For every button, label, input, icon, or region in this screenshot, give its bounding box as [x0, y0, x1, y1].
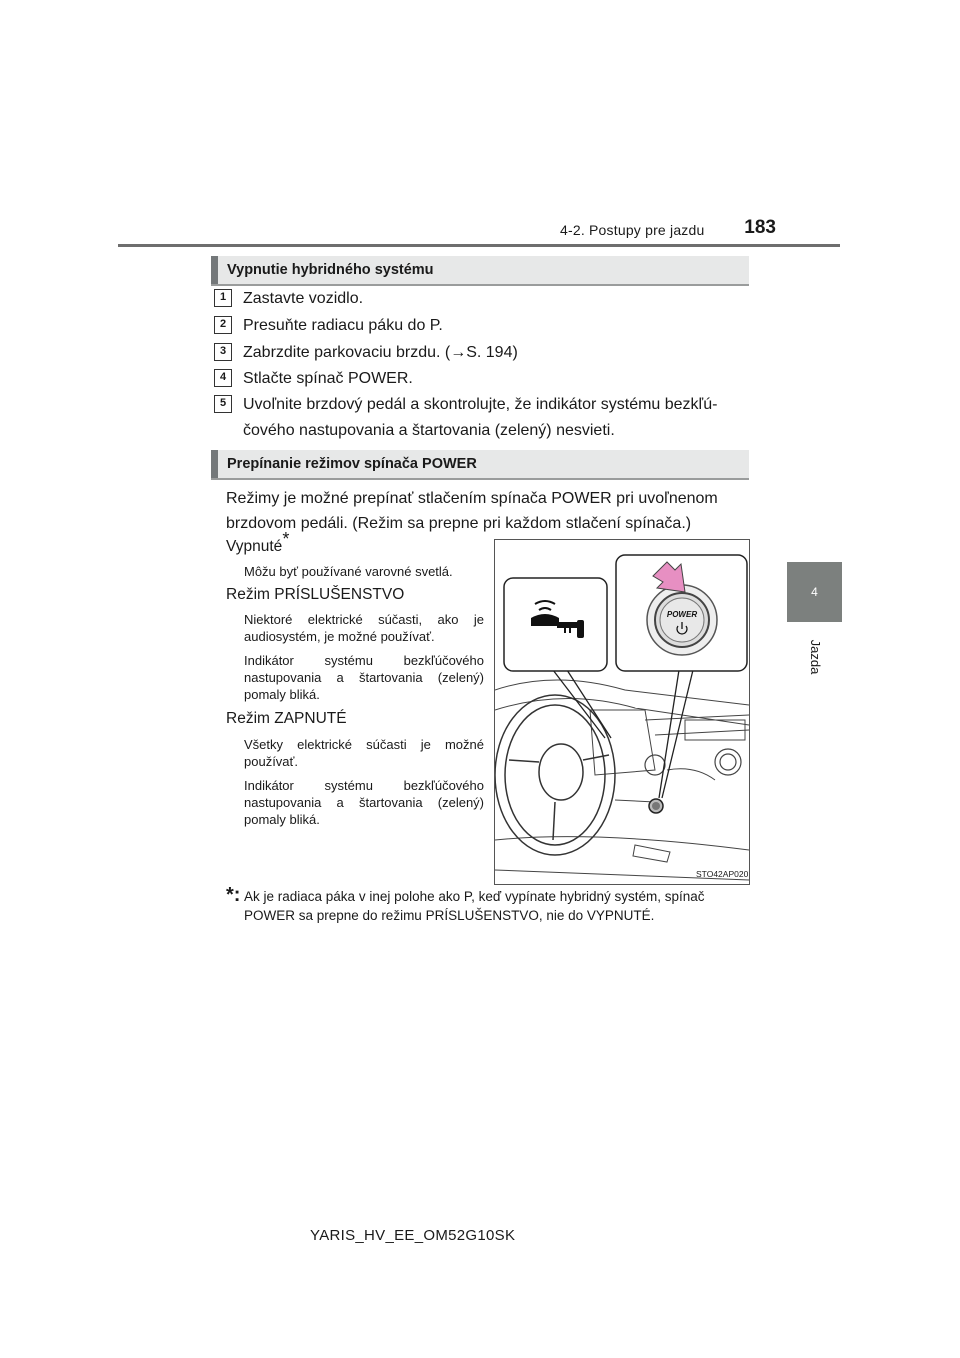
mode-off-desc: Môžu byť používané varovné svetlá.	[244, 564, 453, 579]
step-number: 1	[214, 289, 232, 307]
footnote-text: Ak je radiaca páka v inej polohe ako P, keď vypínate hybridný systém, spínač POWER sa prepne do režimu PRÍSLUŠENSTVO, nie do VYPNUTÉ.	[244, 889, 705, 923]
mode-on-desc-1: Všetky elektrické súčasti je možné používať.	[244, 737, 484, 769]
mode-title-text: Vypnuté	[226, 538, 283, 555]
mode-on-desc-2: Indikátor systému bezkľúčového nastupovania a štartovania (zelený) pomaly bliká.	[244, 778, 484, 827]
step-number: 5	[214, 395, 232, 413]
running-header-section: 4-2. Postupy pre jazdu	[560, 222, 705, 238]
section-title: Vypnutie hybridného systému	[227, 262, 434, 278]
footnote-marker: *	[282, 528, 290, 549]
mode-acc-desc-1: Niektoré elektrické súčasti, ako je audiosystém, je možné používať.	[244, 612, 484, 644]
dashboard-illustration	[495, 540, 749, 884]
figure-code: STO42AP020	[696, 869, 749, 879]
section-title: Prepínanie režimov spínača POWER	[227, 456, 477, 472]
figure-power-switch	[494, 539, 750, 885]
section-heading-turn-off	[211, 256, 749, 286]
step-text-continued: čového nastupovania a štartovania (zelený) nesvieti.	[243, 422, 615, 439]
chapter-tab-label: Jazda	[808, 639, 823, 675]
mode-on-title: Režim ZAPNUTÉ	[226, 710, 347, 727]
step-text: Stlačte spínač POWER.	[243, 370, 413, 387]
chapter-tab: 4	[787, 562, 842, 622]
step-number: 2	[214, 316, 232, 334]
step-text: Zabrzdite parkovaciu brzdu. (→S. 194)	[243, 344, 518, 361]
power-button-label: POWER	[666, 610, 698, 619]
intro-line-1: Režimy je možné prepínať stlačením spínača POWER pri uvoľnenom	[226, 490, 718, 507]
mode-acc-title: Režim PRÍSLUŠENSTVO	[226, 586, 405, 603]
step-number: 4	[214, 369, 232, 387]
mode-acc-desc-2: Indikátor systému bezkľúčového nastupovania a štartovania (zelený) pomaly bliká.	[244, 653, 484, 702]
page-number: 183	[744, 217, 776, 238]
document-code: YARIS_HV_EE_OM52G10SK	[310, 1227, 516, 1244]
step-text: Presuňte radiacu páku do P.	[243, 317, 443, 334]
step-text: Uvoľnite brzdový pedál a skontrolujte, že indikátor systému bezkľú-	[243, 396, 718, 413]
step-number: 3	[214, 343, 232, 361]
header-rule	[118, 244, 840, 247]
step-text: Zastavte vozidlo.	[243, 290, 364, 307]
section-heading-power-modes	[211, 450, 749, 480]
heading-bar	[211, 256, 218, 284]
footnote-marker: *:	[226, 884, 241, 906]
power-button-icon	[647, 585, 717, 655]
intro-line-2: brzdovom pedáli. (Režim sa prepne pri každom stlačení spínača.)	[226, 515, 692, 532]
mode-off-title	[226, 528, 290, 556]
heading-bar	[211, 450, 218, 478]
